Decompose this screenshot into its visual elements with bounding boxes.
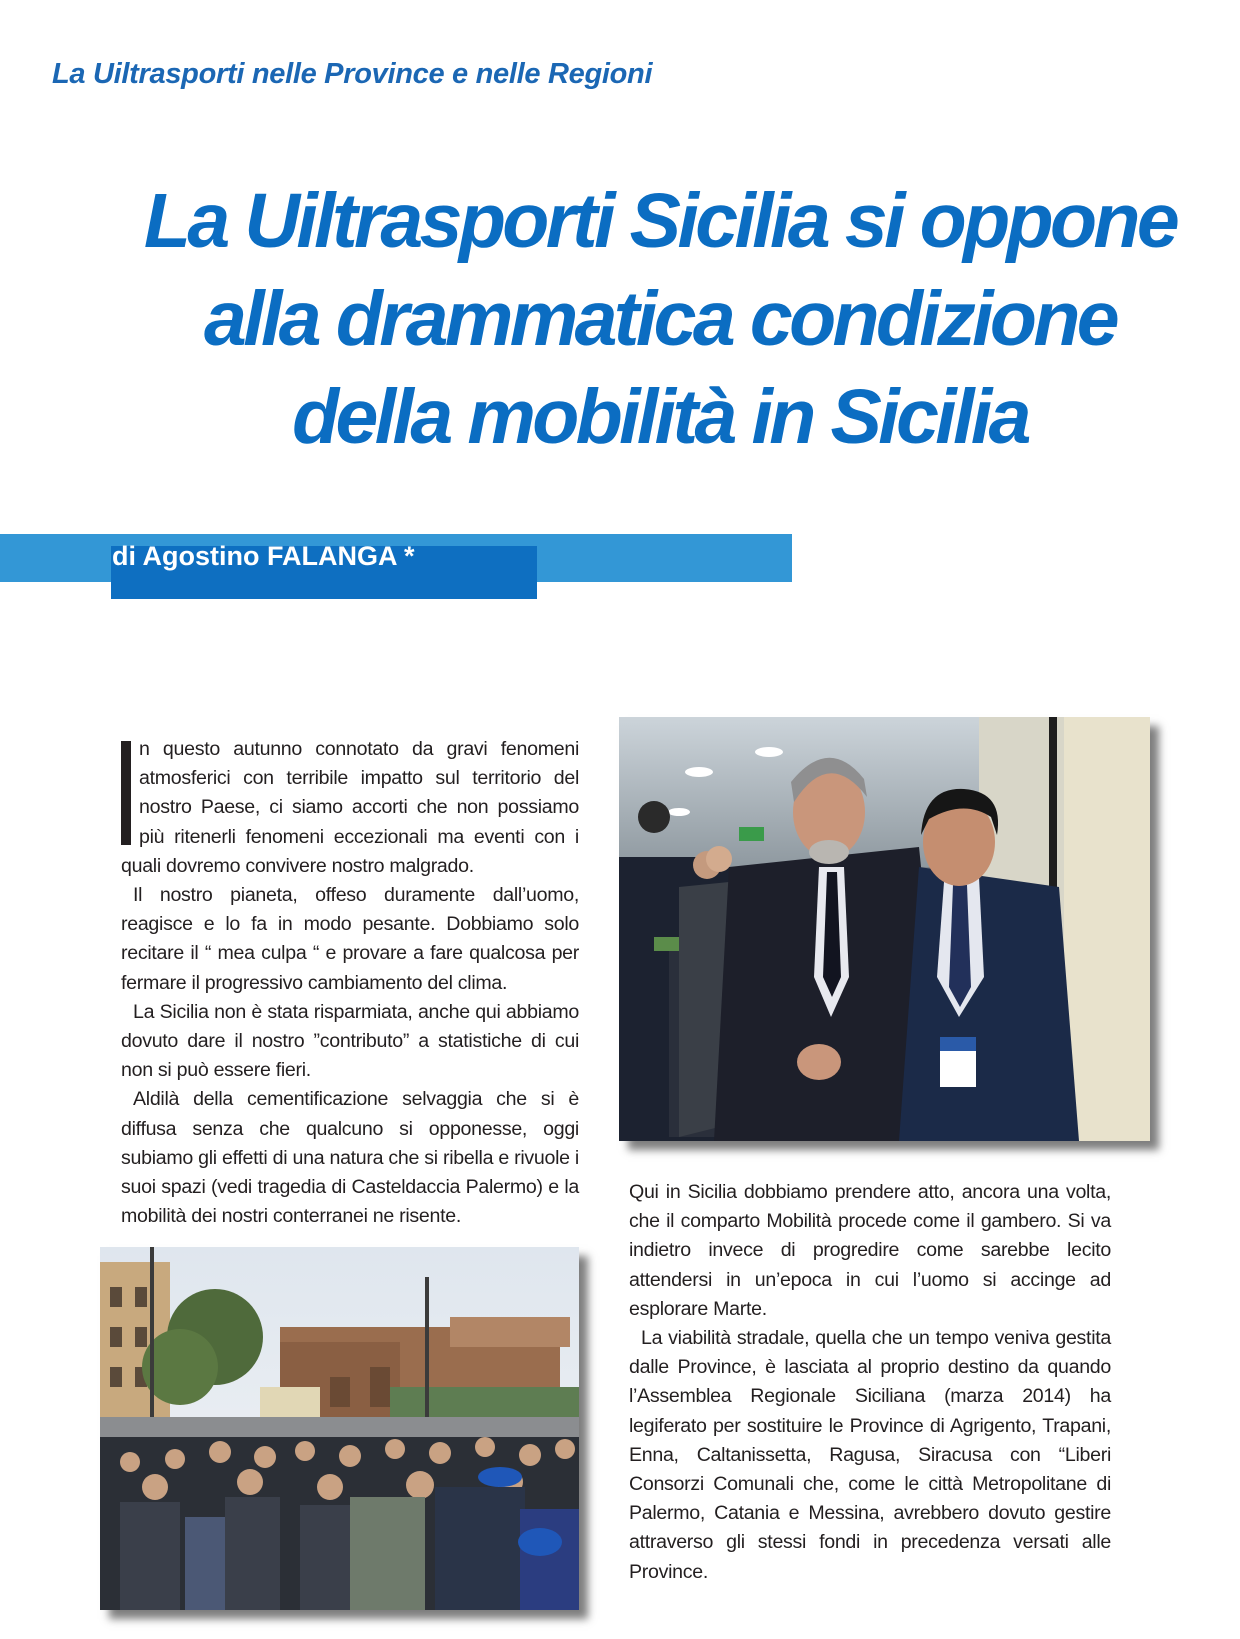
paragraph: La Sicilia non è stata risparmiata, anche qui abbiamo dovuto dare il nostro ”contributo” a statistiche di cui non si può essere fieri. (121, 1000, 579, 1082)
right-column (629, 1178, 1111, 1587)
paragraph: Aldilà della cementificazione selvaggia che si è diffusa senza che qualcuno si opponesse, oggi subiamo gli effetti di una natura che si ribella e rivuole i suoi spazi (vedi tragedia di Casteldaccia Palermo) e la mobilità dei nostri conterranei ne risente. (121, 1088, 579, 1228)
dropcap (121, 741, 131, 845)
paragraph-text: n questo autunno connotato da gravi fenomeni atmosferici con terribile impatto sul territorio del nostro Paese, ci siamo accorti che non possiamo più ritenerli fenomeni eccezionali ma eventi con i quali dovremo convivere nostro malgrado. (121, 738, 579, 877)
paragraph (121, 735, 579, 881)
article-title (130, 172, 1190, 466)
event-photo-image (619, 717, 1150, 1141)
protest-photo (100, 1247, 579, 1610)
article-title-line: della mobilità in Sicilia (292, 374, 1028, 460)
protest-photo-image (100, 1247, 579, 1610)
byline: di Agostino FALANGA * (112, 541, 415, 571)
event-photo (619, 717, 1150, 1141)
article-title-line: La Uiltrasporti Sicilia si oppone (143, 178, 1177, 264)
paragraph: Qui in Sicilia dobbiamo prendere atto, ancora una volta, che il comparto Mobilità procede come il gambero. Si va indietro invece di progredire come sarebbe lecito attendersi in un’epoca in cui l’uomo si accinge ad esplorare Marte. (629, 1181, 1111, 1320)
paragraph: La viabilità stradale, quella che un tempo veniva gestita dalle Province, è lasciata al proprio destino da quando l’Assemblea Regionale Siciliana (marza 2014) ha legiferato per sostituire le Province di Agrigento, Trapani, Enna, Caltanissetta, Ragusa, Siracusa con “Liberi Consorzi Comunali che, come le città Metropolitane di Palermo, Catania e Messina, avrebbero dovuto gestire attraverso gli stessi fondi in precedenza versati alle Province. (629, 1327, 1111, 1583)
paragraph: Il nostro pianeta, offeso duramente dall’uomo, reagisce e lo fa in modo pesante. Dobbiamo solo recitare il “ mea culpa “ e provare a fare qualcosa per fermare il progressivo cambiamento del clima. (121, 884, 579, 994)
article-title-line: alla drammatica condizione (204, 276, 1116, 362)
section-label: La Uiltrasporti nelle Province e nelle Regioni (52, 58, 653, 90)
left-column (121, 735, 579, 1231)
